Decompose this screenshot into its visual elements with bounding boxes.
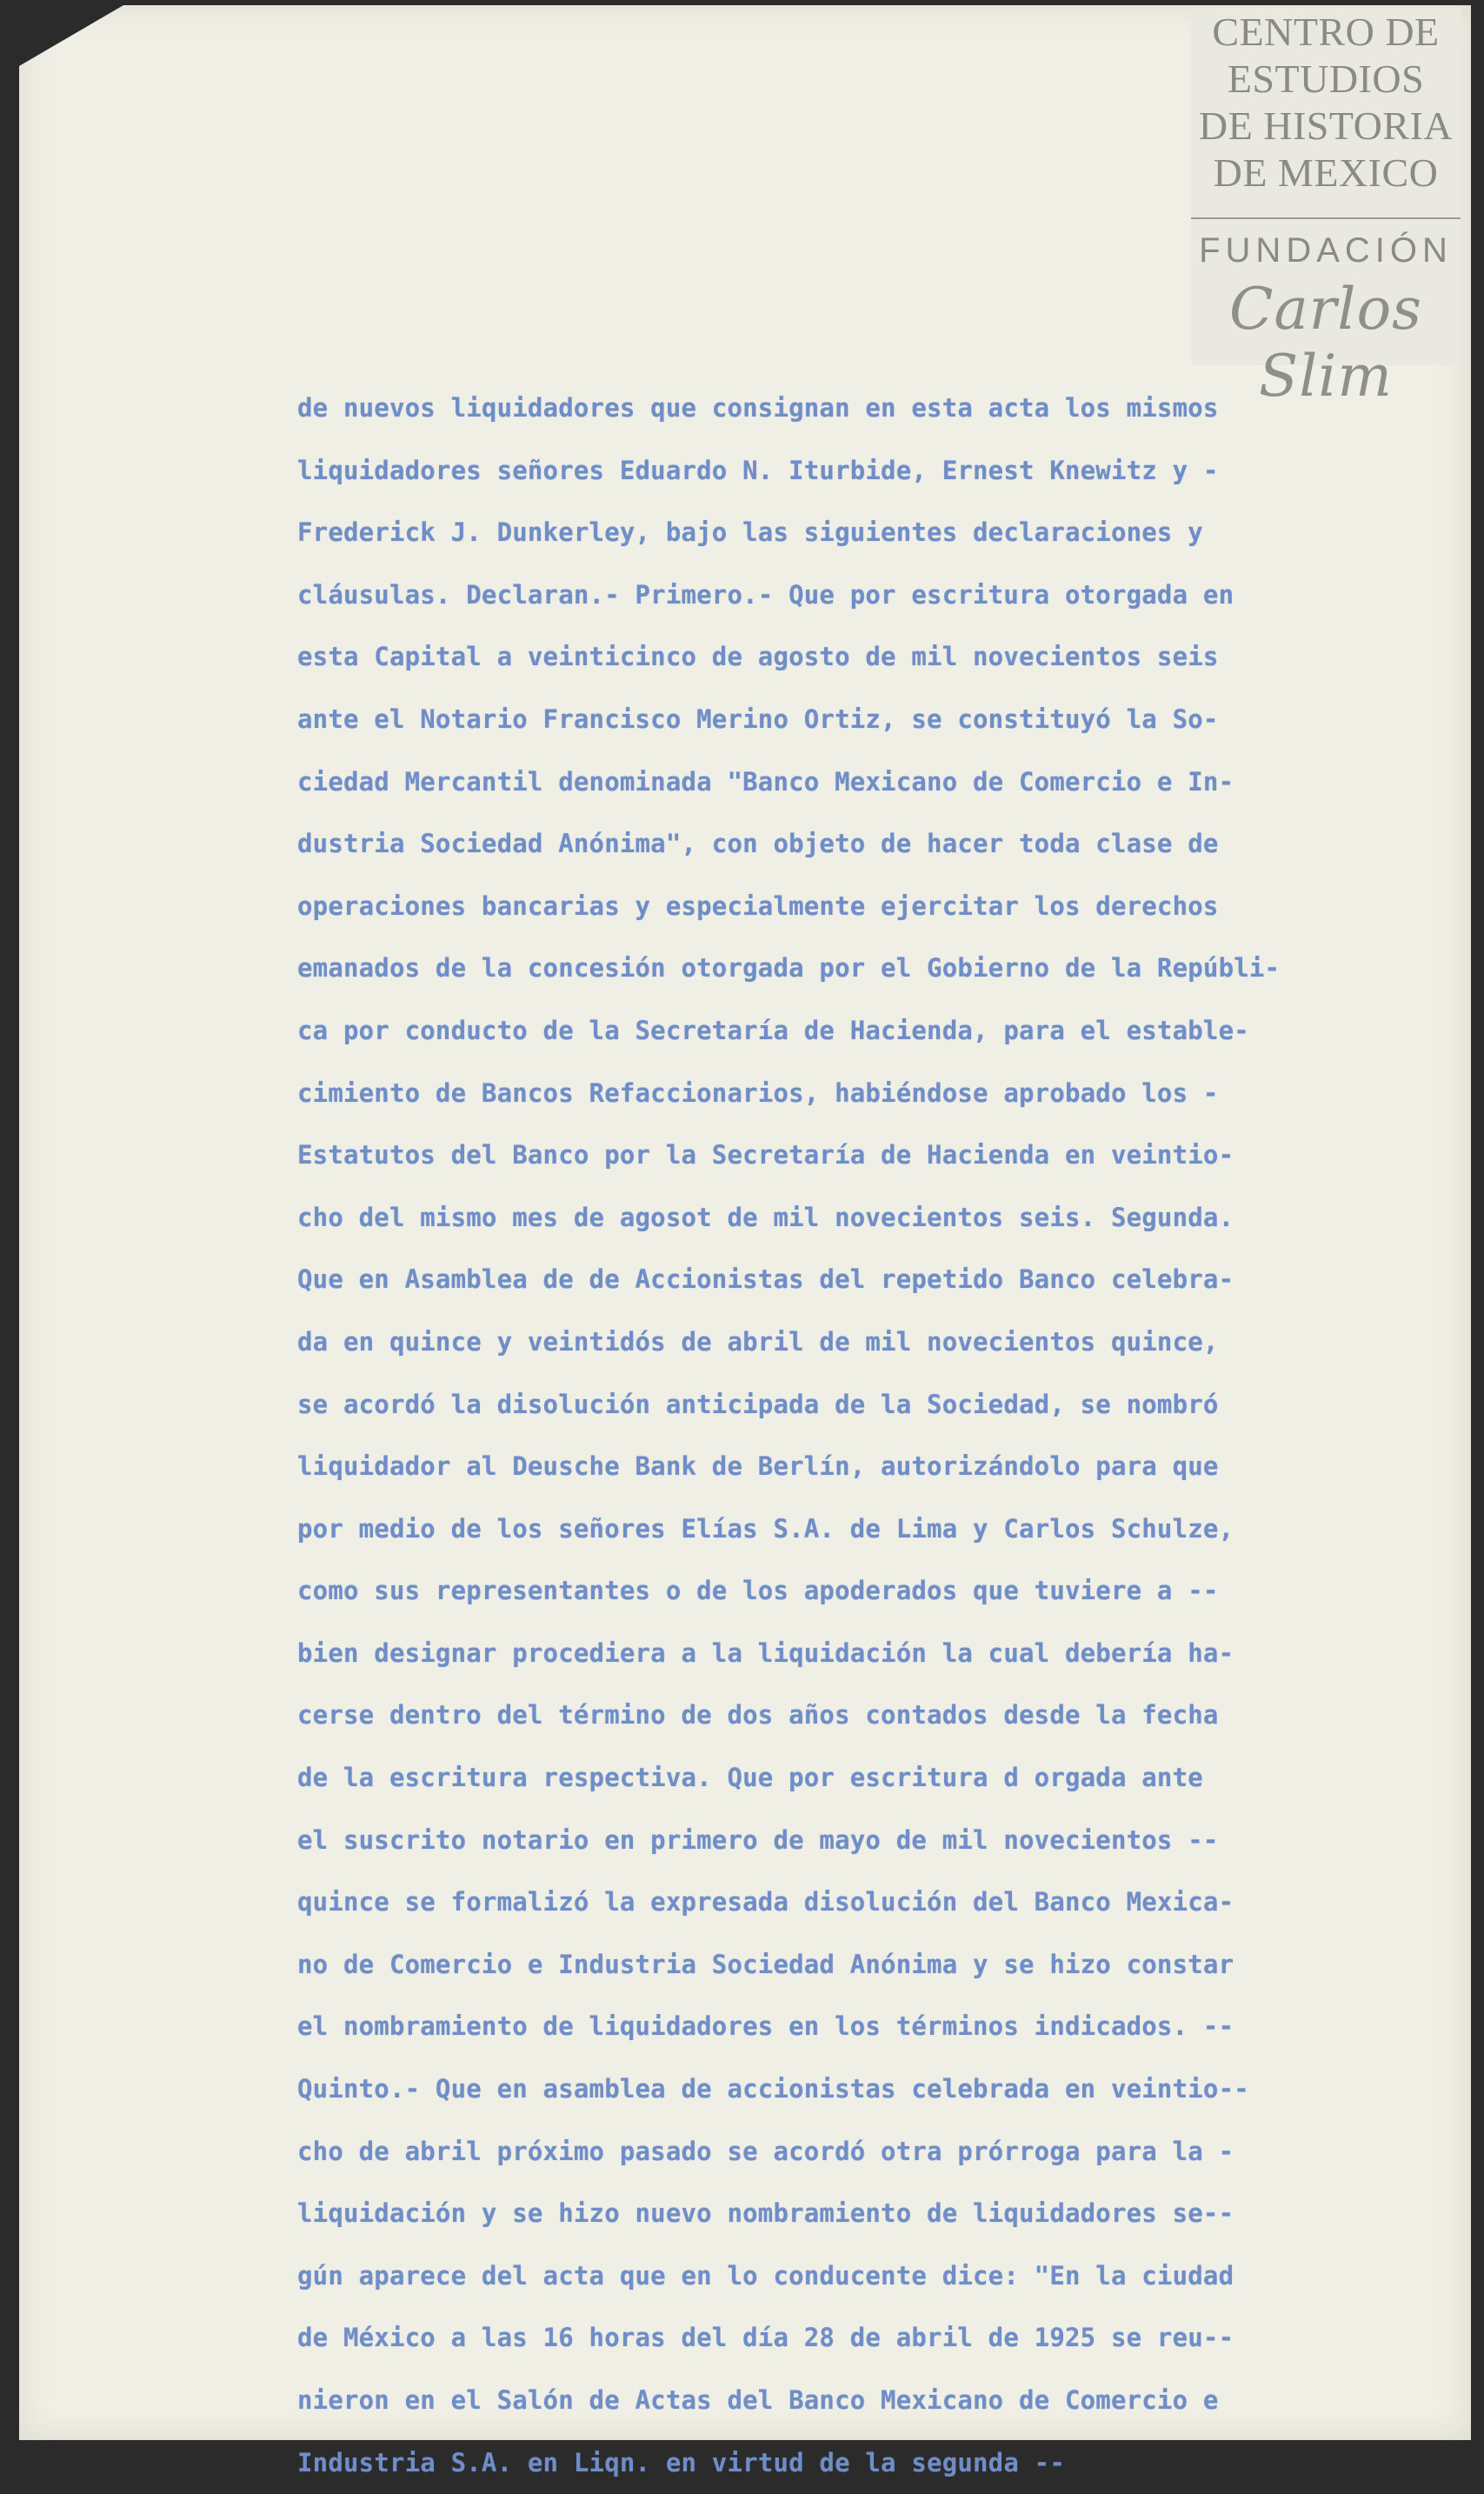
text-line: cimiento de Bancos Refaccionarios, habiéndose aprobado los - bbox=[297, 1077, 1219, 1108]
text-line: Industria S.A. en Liqn. en virtud de la segunda -- bbox=[297, 2447, 1065, 2477]
text-line: bien designar procediera a la liquidación la cual debería ha- bbox=[297, 1637, 1234, 1668]
text-line: el suscrito notario en primero de mayo de mil novecientos -- bbox=[297, 1824, 1219, 1855]
text-line: de la escritura respectiva. Que por escritura d orgada ante bbox=[297, 1763, 1203, 1793]
text-line: liquidador al Deusche Bank de Berlín, autorizándolo para que bbox=[297, 1451, 1219, 1482]
text-line: da en quince y veintidós de abril de mil novecientos quince, bbox=[297, 1326, 1219, 1357]
text-line: ca por conducto de la Secretaría de Hacienda, para el estable- bbox=[297, 1015, 1249, 1045]
text-line: gún aparece del acta que en lo conducente dice: "En la ciudad bbox=[297, 2260, 1234, 2291]
text-line: cho del mismo mes de agosot de mil novecientos seis. Segunda. bbox=[297, 1202, 1234, 1232]
text-line: dustria Sociedad Anónima", con objeto de hacer toda clase de bbox=[297, 829, 1219, 859]
text-line: nieron en el Salón de Actas del Banco Mexicano de Comercio e bbox=[297, 2385, 1219, 2415]
torn-corner bbox=[19, 5, 123, 66]
typewritten-text bbox=[297, 377, 1393, 2494]
text-line: Estatutos del Banco por la Secretaría de Hacienda en veintio- bbox=[297, 1140, 1234, 1170]
text-line: ante el Notario Francisco Merino Ortiz, se constituyó la So- bbox=[297, 704, 1219, 734]
text-line: el nombramiento de liquidadores en los términos indicados. -- bbox=[297, 2011, 1234, 2042]
text-line: Que en Asamblea de de Accionistas del repetido Banco celebra- bbox=[297, 1264, 1234, 1295]
text-line: liquidadores señores Eduardo N. Iturbide, Ernest Knewitz y - bbox=[297, 455, 1219, 485]
text-line: se acordó la disolución anticipada de la Sociedad, se nombró bbox=[297, 1389, 1219, 1419]
text-line: cerse dentro del término de dos años contados desde la fecha bbox=[297, 1700, 1219, 1730]
stamp-line-1: CENTRO DE bbox=[1212, 10, 1440, 54]
text-line: quince se formalizó la expresada disolución del Banco Mexica- bbox=[297, 1887, 1234, 1917]
text-line: de México a las 16 horas del día 28 de abril de 1925 se reu-- bbox=[297, 2323, 1234, 2353]
text-line: como sus representantes o de los apoderados que tuviere a -- bbox=[297, 1576, 1219, 1606]
text-line: Frederick J. Dunkerley, bajo las siguientes declaraciones y bbox=[297, 517, 1203, 548]
text-line: cláusulas. Declaran.- Primero.- Que por escritura otorgada en bbox=[297, 579, 1234, 610]
stamp-line-4: DE MEXICO bbox=[1213, 150, 1439, 195]
text-line: ciedad Mercantil denominada "Banco Mexicano de Comercio e In- bbox=[297, 766, 1234, 797]
archive-stamp bbox=[1191, 9, 1461, 410]
text-line: liquidación y se hizo nuevo nombramiento de liquidadores se-- bbox=[297, 2198, 1234, 2229]
stamp-line-3: DE HISTORIA bbox=[1198, 103, 1454, 148]
text-line: por medio de los señores Elías S.A. de Lima y Carlos Schulze, bbox=[297, 1513, 1234, 1544]
text-line: de nuevos liquidadores que consignan en esta acta los mismos bbox=[297, 393, 1219, 423]
text-line: emanados de la concesión otorgada por el Gobierno de la Repúbli- bbox=[297, 953, 1281, 984]
text-line: Quinto.- Que en asamblea de accionistas celebrada en veintio-- bbox=[297, 2074, 1249, 2104]
text-line: cho de abril próximo pasado se acordó otra prórroga para la - bbox=[297, 2136, 1234, 2166]
text-line: esta Capital a veinticinco de agosto de mil novecientos seis bbox=[297, 642, 1219, 672]
stamp-line-2: ESTUDIOS bbox=[1227, 57, 1425, 101]
text-line: no de Comercio e Industria Sociedad Anónima y se hizo constar bbox=[297, 1949, 1234, 1979]
document-page bbox=[19, 5, 1471, 2477]
text-line: operaciones bancarias y especialmente ejercitar los derechos bbox=[297, 890, 1219, 921]
stamp-foundation: FUNDACIÓN bbox=[1191, 217, 1461, 270]
stamp-signature: Carlos Slim bbox=[1228, 276, 1423, 410]
